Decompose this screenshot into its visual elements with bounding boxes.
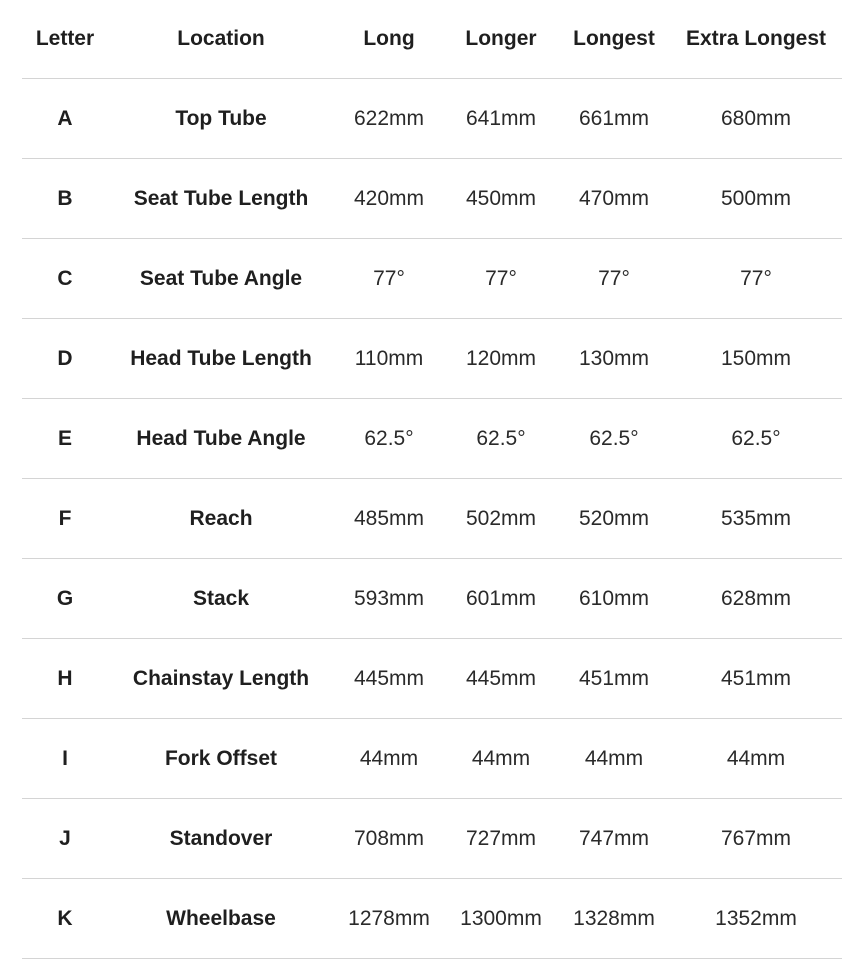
table-row [22,479,842,559]
table-row [22,719,842,799]
value-longest: 470mm [558,159,670,239]
value-longer: 77° [444,239,558,319]
table-row [22,559,842,639]
row-location: Fork Offset [108,719,334,799]
value-longest: 610mm [558,559,670,639]
value-longest: 130mm [558,319,670,399]
value-longest: 1328mm [558,879,670,959]
row-location: Seat Tube Length [108,159,334,239]
header-longer: Longer [444,0,558,79]
value-extra-longest: 535mm [670,479,842,559]
header-letter: Letter [22,0,108,79]
row-letter: H [22,639,108,719]
value-longer: 120mm [444,319,558,399]
value-longer: 502mm [444,479,558,559]
value-extra-longest: 500mm [670,159,842,239]
value-longer: 727mm [444,799,558,879]
row-location: Head Tube Length [108,319,334,399]
table-header [22,0,842,79]
value-longest: 747mm [558,799,670,879]
value-long: 622mm [334,79,444,159]
table-row [22,639,842,719]
row-location: Chainstay Length [108,639,334,719]
row-location: Top Tube [108,79,334,159]
table-row [22,879,842,959]
row-letter: F [22,479,108,559]
row-location: Standover [108,799,334,879]
value-longer: 1300mm [444,879,558,959]
row-letter: G [22,559,108,639]
value-long: 44mm [334,719,444,799]
value-long: 1278mm [334,879,444,959]
header-long: Long [334,0,444,79]
header-location: Location [108,0,334,79]
value-long: 420mm [334,159,444,239]
row-location: Wheelbase [108,879,334,959]
row-letter: D [22,319,108,399]
row-location: Stack [108,559,334,639]
value-extra-longest: 150mm [670,319,842,399]
value-longer: 450mm [444,159,558,239]
value-longer: 62.5° [444,399,558,479]
value-long: 708mm [334,799,444,879]
value-extra-longest: 628mm [670,559,842,639]
value-long: 445mm [334,639,444,719]
table-row [22,79,842,159]
row-letter: J [22,799,108,879]
row-letter: K [22,879,108,959]
table-row [22,319,842,399]
value-longest: 661mm [558,79,670,159]
row-letter: I [22,719,108,799]
value-extra-longest: 44mm [670,719,842,799]
row-location: Seat Tube Angle [108,239,334,319]
row-letter: B [22,159,108,239]
table-body [22,79,842,959]
value-longest: 77° [558,239,670,319]
value-longer: 641mm [444,79,558,159]
table-row [22,399,842,479]
value-long: 62.5° [334,399,444,479]
header-extra-longest: Extra Longest [670,0,842,79]
row-letter: C [22,239,108,319]
table-row [22,159,842,239]
value-longer: 445mm [444,639,558,719]
value-extra-longest: 62.5° [670,399,842,479]
value-long: 593mm [334,559,444,639]
value-extra-longest: 680mm [670,79,842,159]
value-long: 485mm [334,479,444,559]
value-longest: 520mm [558,479,670,559]
geometry-table [22,0,842,959]
value-long: 110mm [334,319,444,399]
table-row [22,239,842,319]
value-extra-longest: 767mm [670,799,842,879]
value-longest: 44mm [558,719,670,799]
row-letter: A [22,79,108,159]
value-extra-longest: 1352mm [670,879,842,959]
value-extra-longest: 77° [670,239,842,319]
header-row [22,0,842,79]
header-longest: Longest [558,0,670,79]
value-longest: 62.5° [558,399,670,479]
value-extra-longest: 451mm [670,639,842,719]
value-long: 77° [334,239,444,319]
value-longer: 44mm [444,719,558,799]
table-row [22,799,842,879]
value-longer: 601mm [444,559,558,639]
row-letter: E [22,399,108,479]
row-location: Head Tube Angle [108,399,334,479]
value-longest: 451mm [558,639,670,719]
row-location: Reach [108,479,334,559]
